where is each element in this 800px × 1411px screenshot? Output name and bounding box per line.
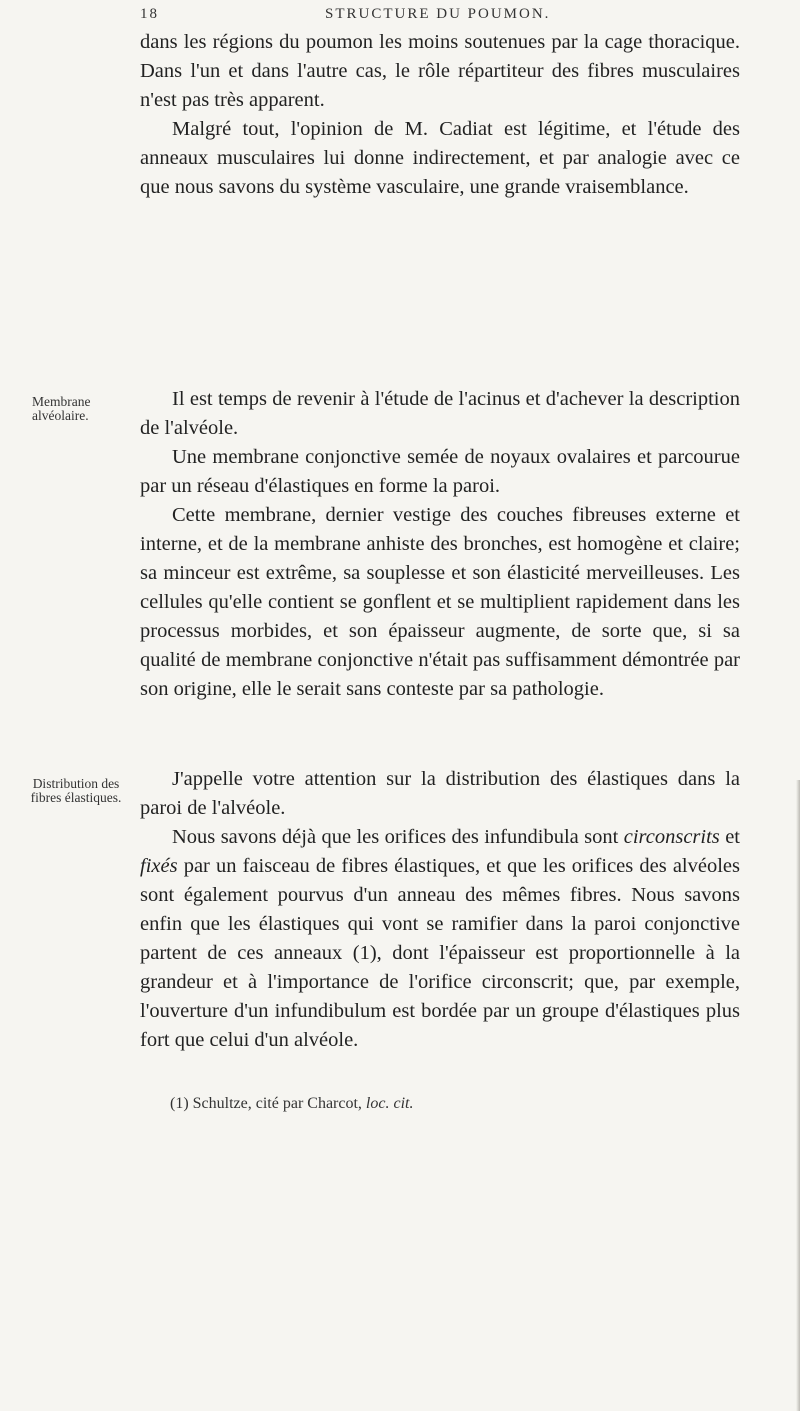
- page-edge-shadow: [796, 780, 800, 1411]
- footnote: [170, 1094, 730, 1114]
- paragraph-text: Nous savons déjà que les orifices des infundibula sont: [172, 826, 624, 848]
- paragraph-text: par un faisceau de fibres élastiques, et que les orifices des alvéoles sont également pourvus d'un anneau des mêmes fibres. Nous savons enfin que les élastiques qui vont se ramifier dans la paroi conjonctive partent de ces anneaux (1), dont l'épaisseur est proportionnelle à la grandeur et à l'importance de l'orifice circonscrit; que, par exemple, l'ouverture d'un infundibulum est bordée par un groupe d'élastiques plus fort que celui d'un alvéole.: [140, 855, 740, 1051]
- paragraph: Il est temps de revenir à l'étude de l'acinus et d'achever la description de l'alvéole.: [140, 388, 740, 439]
- paragraph: [140, 823, 740, 1055]
- paragraph: J'appelle votre attention sur la distribution des élastiques dans la paroi de l'alvéole.: [140, 768, 740, 819]
- text-block-membrane: [140, 385, 740, 704]
- text-block-top: [140, 28, 740, 202]
- page-number: 18: [140, 6, 159, 22]
- italic-term: circonscrits: [623, 826, 720, 848]
- footnote-number: (1): [170, 1095, 189, 1112]
- footnote-citation: loc. cit.: [365, 1095, 414, 1112]
- running-head: [140, 6, 740, 30]
- paragraph: dans les régions du poumon les moins soutenues par la cage thoracique. Dans l'un et dans l'autre cas, le rôle répartiteur des fibres musculaires n'est pas très apparent.: [140, 31, 740, 111]
- italic-term: fixés: [140, 855, 178, 877]
- paragraph: Malgré tout, l'opinion de M. Cadiat est légitime, et l'étude des anneaux musculaires lui donne indirectement, et par analogie avec ce que nous savons du système vasculaire, une grande vraisemblance.: [140, 118, 740, 198]
- text-block-distribution: [140, 765, 740, 1055]
- margin-note-distribution: Distribution des fibres élastiques.: [30, 776, 122, 805]
- paragraph: Une membrane conjonctive semée de noyaux ovalaires et parcourue par un réseau d'élastiques en forme la paroi.: [140, 446, 740, 497]
- paragraph-text: et: [719, 826, 740, 848]
- margin-note-membrane: Membrane alvéolaire.: [32, 394, 91, 423]
- running-title: STRUCTURE DU POUMON.: [325, 6, 551, 22]
- paragraph: Cette membrane, dernier vestige des couches fibreuses externe et interne, et de la membrane anhiste des bronches, est homogène et claire; sa minceur est extrême, sa souplesse et son élasticité merveilleuses. Les cellules qu'elle contient se gonflent et se multiplient rapidement dans les processus morbides, et son épaisseur augmente, de sorte que, si sa qualité de membrane conjonctive n'était pas suffisamment démontrée par son origine, elle le serait sans conteste par sa pathologie.: [140, 504, 740, 700]
- footnote-text: Schultze, cité par Charcot,: [188, 1095, 366, 1112]
